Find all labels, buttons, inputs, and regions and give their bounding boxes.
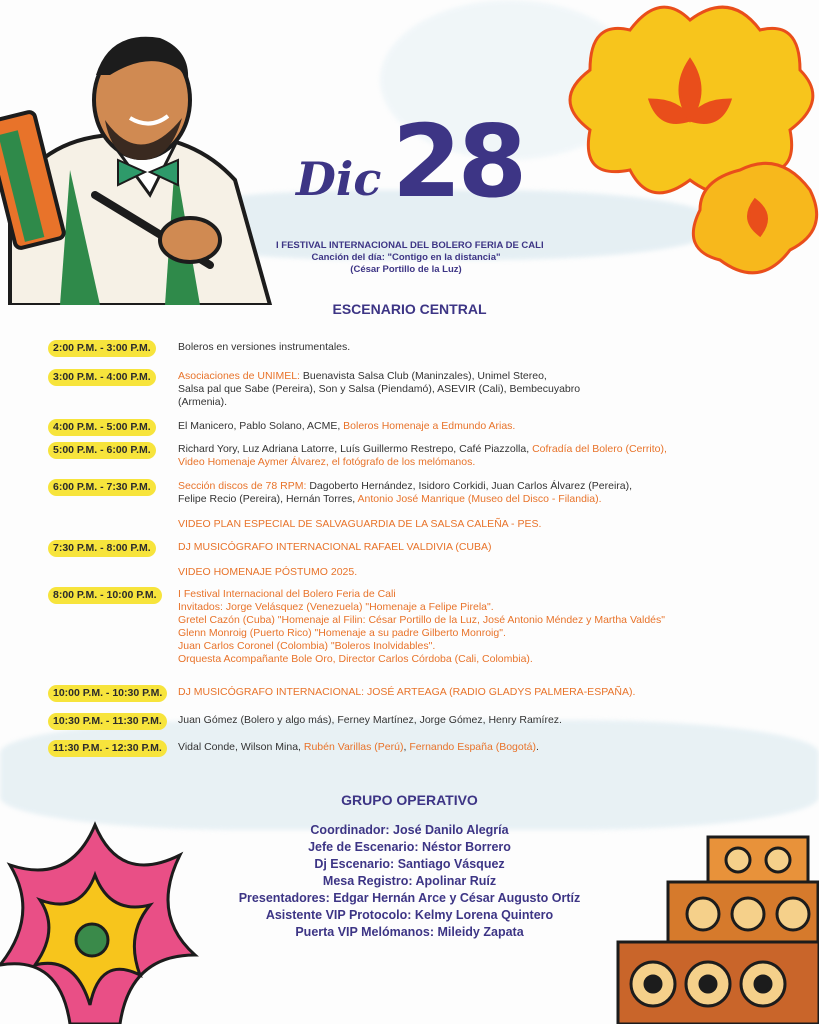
description-line <box>178 686 778 699</box>
highlighted-text: Invitados: Jorge Velásquez (Venezuela) "Homenaje a Felipe Pirela". <box>178 601 494 613</box>
time-slot-badge: 2:00 P.M. - 3:00 P.M. <box>48 340 156 357</box>
plain-text: Buenavista Salsa Club (Maninzales), Unimel Stereo, <box>299 370 547 382</box>
plain-text: Vidal Conde, Wilson Mina, <box>178 741 304 753</box>
highlighted-text: I Festival Internacional del Bolero Feria de Cali <box>178 588 396 600</box>
highlighted-text: Rubén Varillas (Perú) <box>303 741 404 753</box>
description-line <box>178 396 778 409</box>
plain-text: Felipe Recio (Pereira), Hernán Torres, <box>178 493 358 505</box>
staff-item: Puerta VIP Melómanos: Mileidy Zapata <box>295 925 524 939</box>
highlighted-text: Cofradía del Bolero (Cerrito), <box>532 443 667 455</box>
plain-text: . <box>536 741 539 753</box>
plain-text: Juan Gómez (Bolero y algo más), Ferney Martínez, Jorge Gómez, Henry Ramírez. <box>178 714 562 726</box>
slot-description <box>178 588 778 666</box>
staff-item: Jefe de Escenario: Néstor Borrero <box>308 840 511 854</box>
time-slot-badge: 10:30 P.M. - 11:30 P.M. <box>48 713 167 730</box>
staff-item: Presentadores: Edgar Hernán Arce y César Augusto Ortíz <box>238 891 581 905</box>
time-slot-badge: 4:00 P.M. - 5:00 P.M. <box>48 419 156 436</box>
song-of-the-day: Canción del día: "Contigo en la distancia" <box>311 252 501 263</box>
background-wash <box>0 720 819 830</box>
slot-description <box>178 341 778 354</box>
slot-description <box>178 714 778 727</box>
staff-item: Dj Escenario: Santiago Vásquez <box>314 857 505 871</box>
yellow-flowers-illustration <box>560 0 819 285</box>
staff-item: Coordinador: José Danilo Alegría <box>310 823 509 837</box>
plain-text: Dagoberto Hernández, Isidoro Corkidi, Juan Carlos Álvarez (Pereira), <box>306 480 633 492</box>
time-slot-badge: 10:00 P.M. - 10:30 P.M. <box>48 685 167 702</box>
date-month: Dic <box>296 152 382 206</box>
slot-description <box>178 541 778 554</box>
video-line-pes: VIDEO PLAN ESPECIAL DE SALVAGUARDIA DE LA SALSA CALEÑA - PES. <box>178 518 542 530</box>
video-line-homenaje: VIDEO HOMENAJE PÓSTUMO 2025. <box>178 566 358 578</box>
time-slot-badge: 11:30 P.M. - 12:30 P.M. <box>48 740 167 757</box>
highlighted-text: Sección discos de 78 RPM: <box>178 480 307 492</box>
staff-title: GRUPO OPERATIVO <box>341 792 478 808</box>
time-slot-badge: 5:00 P.M. - 6:00 P.M. <box>48 442 156 459</box>
highlighted-text: Juan Carlos Coronel (Colombia) "Boleros Inolvidables". <box>178 640 436 652</box>
staff-list <box>0 822 819 941</box>
description-line <box>178 741 778 754</box>
description-line <box>178 601 778 614</box>
highlighted-text: Gretel Cazón (Cuba) "Homenaje al Filin: César Portillo de la Luz, José Antonio Méndez y Martha Valdés" <box>178 614 665 626</box>
highlighted-text: Asociaciones de UNIMEL: <box>178 370 300 382</box>
song-author: (César Portillo de la Luz) <box>350 264 462 275</box>
plain-text: Boleros en versiones instrumentales. <box>178 341 351 353</box>
description-line <box>178 480 778 493</box>
slot-description <box>178 370 778 409</box>
description-line <box>178 640 778 653</box>
highlighted-text: Orquesta Acompañante Bole Oro, Director Carlos Córdoba (Cali, Colombia). <box>178 653 533 665</box>
description-line <box>178 456 778 469</box>
time-slot-badge: 3:00 P.M. - 4:00 P.M. <box>48 369 156 386</box>
highlighted-text: Antonio José Manrique (Museo del Disco - Filandia). <box>357 493 602 505</box>
time-slot-badge: 7:30 P.M. - 8:00 P.M. <box>48 540 156 557</box>
staff-item: Mesa Registro: Apolinar Ruíz <box>322 874 497 888</box>
description-line <box>178 627 778 640</box>
highlighted-text: Fernando España (Bogotá) <box>409 741 536 753</box>
highlighted-text: DJ MUSICÓGRAFO INTERNACIONAL: JOSÉ ARTEAGA (RADIO GLADYS PALMERA-ESPAÑA). <box>178 686 636 698</box>
stage-title: ESCENARIO CENTRAL <box>332 301 487 317</box>
description-line <box>178 370 778 383</box>
slot-description <box>178 443 778 469</box>
description-line <box>178 420 778 433</box>
description-line <box>178 443 778 456</box>
slot-description <box>178 686 778 699</box>
highlighted-text: DJ MUSICÓGRAFO INTERNACIONAL RAFAEL VALDIVIA (CUBA) <box>178 541 492 553</box>
slot-description <box>178 480 778 506</box>
festival-name: I FESTIVAL INTERNACIONAL DEL BOLERO FERIA DE CALI <box>276 240 544 251</box>
plain-text: (Armenia). <box>178 396 228 408</box>
description-line <box>178 653 778 666</box>
description-line <box>178 714 778 727</box>
description-line <box>178 541 778 554</box>
description-line <box>178 341 778 354</box>
time-slot-badge: 8:00 P.M. - 10:00 P.M. <box>48 587 162 604</box>
description-line <box>178 383 778 396</box>
plain-text: Richard Yory, Luz Adriana Latorre, Luís Guillermo Restrepo, Café Piazzolla, <box>178 443 533 455</box>
description-line <box>178 588 778 601</box>
slot-description <box>178 420 778 433</box>
time-slot-badge: 6:00 P.M. - 7:30 P.M. <box>48 479 156 496</box>
staff-item: Asistente VIP Protocolo: Kelmy Lorena Quintero <box>265 908 554 922</box>
description-line <box>178 493 778 506</box>
highlighted-text: Glenn Monroig (Puerto Rico) "Homenaje a su padre Gilberto Monroig". <box>178 627 506 639</box>
highlighted-text: Boleros Homenaje a Edmundo Arias. <box>343 420 516 432</box>
festival-header <box>276 240 544 276</box>
plain-text: , <box>403 741 410 753</box>
slot-description <box>178 741 778 754</box>
date-day: 28 <box>392 103 524 220</box>
plain-text: Salsa pal que Sabe (Pereira), Son y Salsa (Piendamó), ASEVIR (Cali), Bembecuyabro <box>178 383 581 395</box>
musician-illustration <box>0 20 280 305</box>
description-line <box>178 614 778 627</box>
highlighted-text: Video Homenaje Aymer Álvarez, el fotógrafo de los melómanos. <box>178 456 476 468</box>
plain-text: El Manicero, Pablo Solano, ACME, <box>178 420 344 432</box>
